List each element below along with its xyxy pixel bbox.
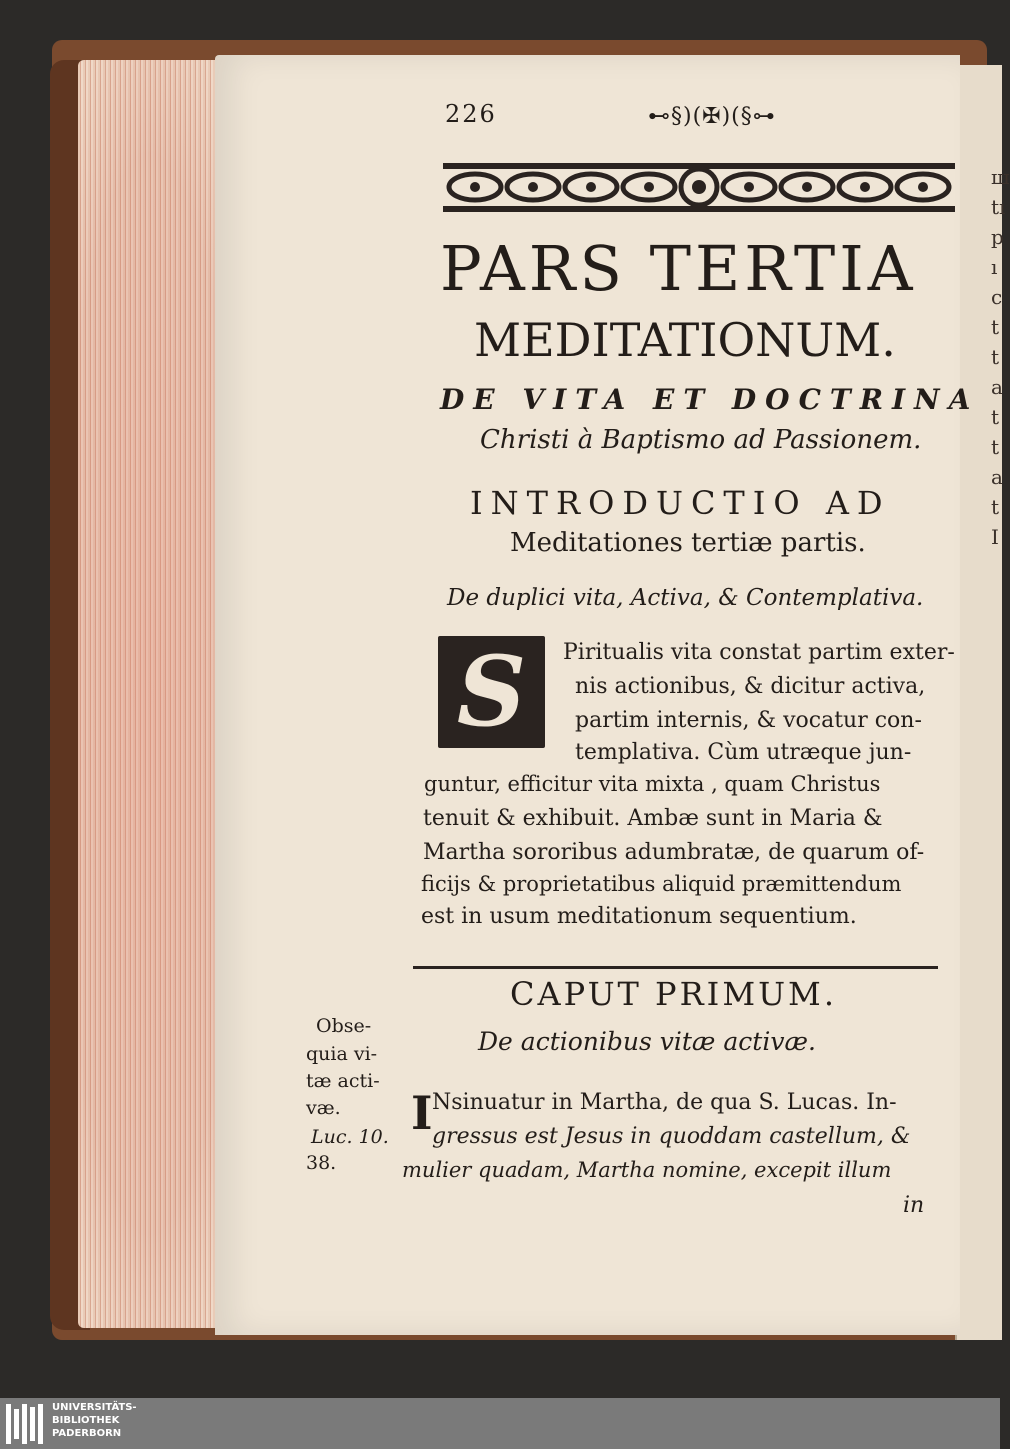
- decorated-initial-letter: S: [456, 635, 527, 748]
- catchword: in: [903, 1193, 925, 1218]
- body-line: partim internis, & vocatur con-: [575, 708, 922, 733]
- section-heading: DE VITA ET DOCTRINA: [440, 383, 980, 416]
- part-subtitle: MEDITATIONUM.: [474, 313, 896, 367]
- body-line: Piritualis vita constat partim exter-: [563, 640, 955, 665]
- introduction-heading: INTRODUCTIO AD: [470, 484, 891, 522]
- facing-page-fragment: t: [991, 315, 1000, 339]
- body-line: Martha sororibus adumbratæ, de quarum of-: [423, 840, 925, 865]
- chapter-line: mulier quadam, Martha nomine, excepit illum: [402, 1158, 892, 1182]
- introduction-subheading: De duplici vita, Activa, & Contemplativa.: [447, 585, 924, 611]
- body-line: ficijs & proprietatibus aliquid præmittendum: [421, 872, 902, 896]
- margin-note: tæ acti-: [306, 1070, 380, 1092]
- margin-note: væ.: [306, 1097, 341, 1119]
- facing-page-fragment: p: [991, 225, 1004, 249]
- part-title: PARS TERTIA: [440, 232, 917, 305]
- section-rule: [413, 966, 938, 969]
- body-line: guntur, efficitur vita mixta , quam Christus: [424, 772, 881, 796]
- facing-page-fragment: I: [991, 525, 999, 549]
- facing-page-fragment: t: [991, 495, 1000, 519]
- facing-page-fragment: a: [991, 375, 1003, 399]
- decorated-initial: [438, 636, 545, 748]
- body-line: templativa. Cùm utræque jun-: [575, 740, 912, 765]
- introduction-heading-2: Meditationes tertiæ partis.: [510, 528, 866, 558]
- page-number: 226: [445, 100, 497, 128]
- margin-note: Luc. 10.: [311, 1126, 389, 1148]
- facing-page-fragment: t: [991, 345, 1000, 369]
- facing-page-edge: [955, 65, 1010, 1340]
- facing-page-fragment: t: [991, 435, 1000, 459]
- library-logo-icon: [6, 1404, 46, 1444]
- facing-page-fragment: ı: [991, 255, 998, 279]
- facing-page-fragment: tı: [991, 195, 1006, 219]
- facing-page-fragment: a: [991, 465, 1003, 489]
- chapter-heading: CAPUT PRIMUM.: [510, 975, 837, 1013]
- facing-page-fragment: c: [991, 285, 1003, 309]
- margin-note: 38.: [306, 1152, 337, 1174]
- facing-page-fragment: t: [991, 405, 1000, 429]
- section-heading-2: Christi à Baptismo ad Passionem.: [480, 425, 922, 455]
- running-head-ornament: ⊷§)(✠)(§⊶: [648, 104, 776, 129]
- facing-page-fragment: ш: [991, 165, 1010, 189]
- chapter-line: Nsinuatur in Martha, de qua S. Lucas. In-: [432, 1090, 897, 1115]
- body-line: est in usum meditationum sequentium.: [421, 904, 857, 929]
- margin-note: quia vi-: [306, 1043, 378, 1065]
- body-line: nis actionibus, & dicitur activa,: [575, 674, 926, 699]
- chapter-subheading: De actionibus vitæ activæ.: [478, 1027, 816, 1056]
- body-line: tenuit & exhibuit. Ambæ sunt in Maria &: [423, 806, 883, 831]
- library-footer: [0, 1398, 1000, 1449]
- margin-note: Obse-: [316, 1015, 372, 1037]
- chapter-line: gressus est Jesus in quoddam castellum, &: [432, 1124, 911, 1149]
- library-name: UNIVERSITÄTS- BIBLIOTHEK PADERBORN: [52, 1402, 137, 1439]
- chapter-initial: I: [411, 1086, 433, 1140]
- decorative-border-ornament: [443, 160, 955, 215]
